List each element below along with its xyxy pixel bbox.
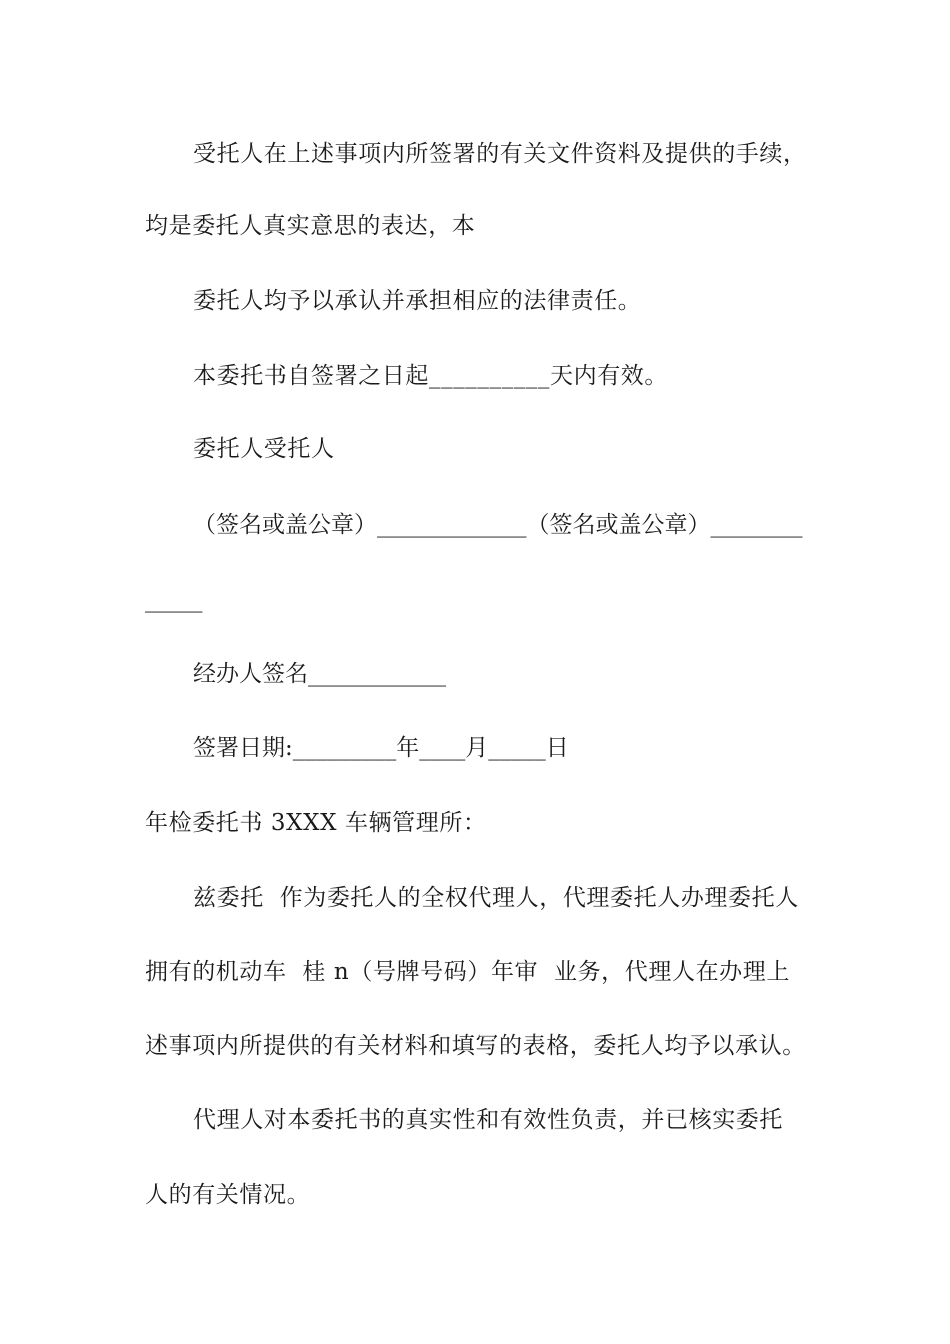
label-principal-agent: 委托人受托人 (193, 436, 335, 462)
paragraph-authorization: 兹委托 作为委托人的全权代理人，代理委托人办理委托人 (193, 885, 799, 911)
section-heading-annual-inspection: 年检委托书 3XXX 车辆管理所： (145, 810, 487, 836)
paragraph-agent-responsibility: 代理人对本委托书的真实性和有效性负责，并已核实委托 (193, 1107, 783, 1133)
signature-seal-line-cont: _____ (145, 587, 203, 613)
paragraph-agent-documents-cont: 均是委托人真实意思的表达，本 (145, 213, 476, 239)
handler-signature-line: 经办人签名____________ (193, 661, 446, 687)
paragraph-authorization-cont-2: 述事项内所提供的有关材料和填写的表格，委托人均予以承认。 (145, 1033, 806, 1059)
paragraph-principal-liability: 委托人均予以承认并承担相应的法律责任。 (193, 288, 642, 314)
signing-date-line: 签署日期:_________年____月_____日 (193, 735, 569, 761)
paragraph-validity-period: 本委托书自签署之日起__________天内有效。 (193, 363, 668, 389)
paragraph-agent-documents: 受托人在上述事项内所签署的有关文件资料及提供的手续， (193, 141, 807, 167)
paragraph-agent-responsibility-cont: 人的有关情况。 (145, 1182, 311, 1208)
signature-seal-line: （签名或盖公章）_____________（签名或盖公章）________ (193, 512, 803, 538)
paragraph-authorization-cont-1: 拥有的机动车 桂 n（号牌号码）年审 业务，代理人在办理上 (145, 959, 790, 985)
